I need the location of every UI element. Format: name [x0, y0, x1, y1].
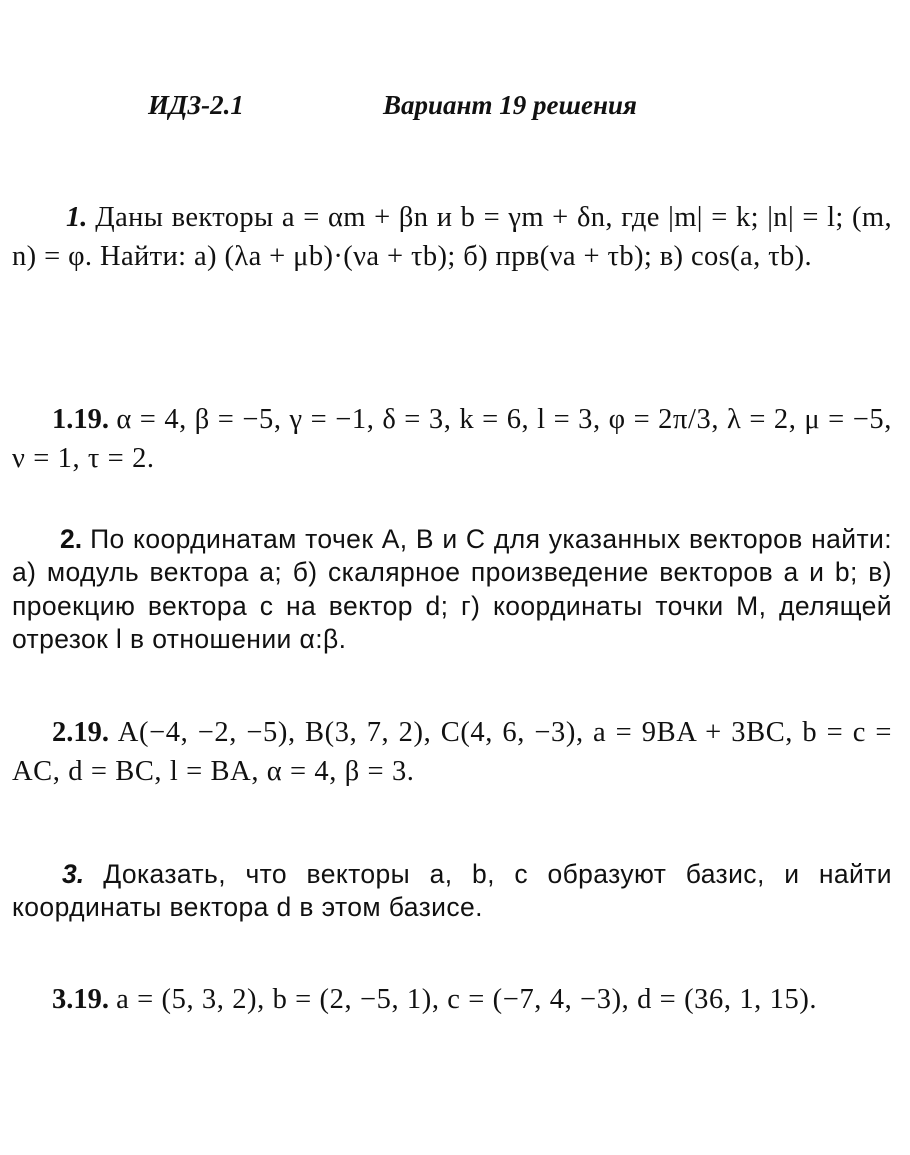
- document-header: [148, 90, 848, 134]
- task-2-data-text: A(−4, −2, −5), B(3, 7, 2), C(4, 6, −3), a = 9BA + 3BC, b = c = AC, d = BC, l = BA, α = 4, β = 3.: [12, 717, 893, 788]
- task-2-text: По координатам точек A, B и C для указанных векторов найти: а) модуль вектора a; б) скалярное произведение векторов a и b; в) проекцию вектора c на вектор d; г) координаты точки M, делящей отрезок l в отношении α:β.: [12, 524, 892, 655]
- variant-title: Вариант 19 решения: [383, 90, 637, 120]
- task-1-data: [12, 400, 892, 479]
- task-3-data: [12, 980, 892, 1019]
- task-1-data-text: α = 4, β = −5, γ = −1, δ = 3, k = 6, l = 3, φ = 2π/3, λ = 2, μ = −5, ν = 1, τ = 2.: [12, 404, 893, 475]
- task-3-data-number: 3.19.: [52, 984, 109, 1015]
- task-3-data-text: a = (5, 3, 2), b = (2, −5, 1), c = (−7, 4, −3), d = (36, 1, 15).: [116, 984, 818, 1015]
- task-1-statement: [12, 198, 892, 277]
- task-2-statement: [12, 523, 892, 657]
- task-3-text: Доказать, что векторы a, b, c образуют базис, и найти координаты вектора d в этом базисе.: [12, 859, 892, 923]
- task-1-text: Даны векторы a = αm + βn и b = γm + δn, где |m| = k; |n| = l; (m, n) = φ. Найти: а) (λa + μb)·(νa + τb); б) прв(νa + τb); в) cos(a, τb).: [12, 202, 892, 273]
- task-2-data-number: 2.19.: [52, 717, 109, 748]
- task-1-data-number: 1.19.: [52, 404, 109, 435]
- task-3-number: 3.: [62, 859, 85, 889]
- task-2-number: 2.: [60, 524, 83, 554]
- document-id: ИДЗ-2.1: [148, 90, 244, 120]
- task-3-statement: [12, 858, 892, 925]
- task-1-number: 1.: [66, 202, 88, 233]
- task-2-data: [12, 713, 892, 792]
